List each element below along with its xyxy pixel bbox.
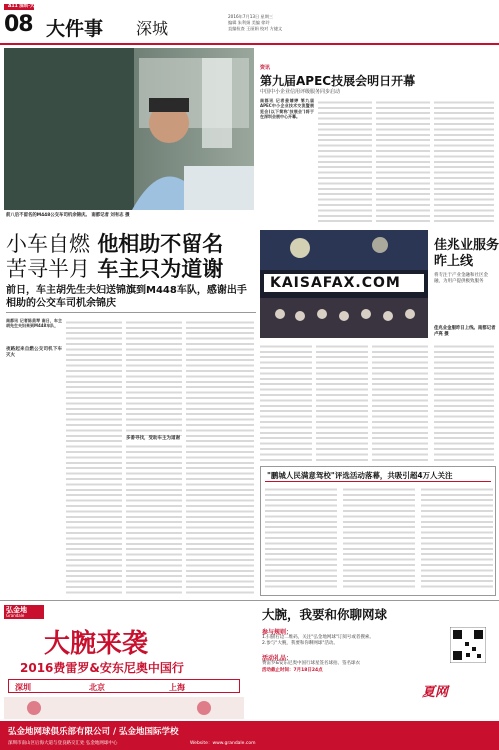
lead-section-head-1: 夜路起来自燃公交司机下车灭火 (6, 346, 62, 358)
section-title: 大件事 (46, 18, 104, 40)
ad-panel2-title: 活动礼品： (262, 655, 293, 662)
kaisa-title-1: 佳兆业服务 (434, 238, 499, 253)
kaisa-column-4 (434, 342, 494, 462)
ad-event: 2016费雷罗&安东尼奥中国行 (20, 661, 184, 675)
ad-slogan: 大腕，我要和你聊网球 (262, 607, 388, 622)
headline-line-2 (6, 257, 223, 282)
ad-footer-brand: 弘金地网球俱乐部有限公司 / 弘金地国际学校 (8, 727, 179, 737)
kaisa-column-2 (316, 342, 368, 462)
tour-city-3: 上海 (169, 683, 185, 692)
lead-column-3 (126, 318, 182, 596)
lead-byline: 南都讯 记者陈美琴 南日，车主胡先生夫妇来到M448车队， (6, 318, 62, 329)
apec-column-1 (260, 98, 314, 224)
nav-label: A11 深圳·大件事 (8, 4, 44, 9)
mini-column-3 (421, 485, 493, 591)
headline-1a: 小车自燃 (6, 232, 90, 256)
mini-story-rule (265, 481, 491, 482)
kaisa-column-3 (372, 342, 428, 462)
apec-column-4 (434, 98, 494, 224)
ad-brand: 弘金地 (6, 606, 27, 614)
apec-byline: 南都讯 记者姜婧婷 第九届APEC中小企业技术交流暨展览会(以下简称'技展会')将于在深圳会展中心开幕。 (260, 98, 314, 120)
lead-column-4 (186, 318, 254, 596)
apec-column-2 (318, 98, 372, 224)
lead-photo (4, 48, 254, 210)
ad-footer-web[interactable]: Website：www.grandale.com (190, 741, 256, 746)
ad-tour-strip (8, 679, 240, 693)
lead-subhead: 前日，车主胡先生夫妇送锦旗到M448车队，感谢出手相助的公交车司机余锦庆 (6, 285, 247, 309)
headline-2a: 苦寻半月 (6, 257, 90, 281)
apec-deck: 中国中小企业信用评级服务同步启动 (260, 89, 341, 95)
kaisa-photo (260, 230, 428, 338)
mini-story-title: "鹏城人民满意驾校"评选活动落幕，共吸引超4万人关注 (267, 471, 453, 480)
ad-footer (0, 721, 499, 750)
tennis-player-icon (4, 697, 244, 719)
ad-footer-logo: 夏网 (422, 685, 449, 700)
headline-1b: 他相助不留名 (97, 232, 224, 256)
tour-city-1: 深圳 (15, 683, 31, 692)
ad-left-panel (0, 601, 248, 721)
ad-footer-address: 深圳市南山区后海大道与登良路交汇处 弘金地网球中心 (8, 741, 118, 746)
bus-driver-photo-icon (4, 48, 254, 210)
kaisa-sign: KAISAFAX.COM (270, 275, 401, 291)
ad-big-title: 大腕来袭 (44, 629, 149, 659)
kaisa-title (434, 238, 499, 270)
issue-date: 2016年7月13日 星期三 (228, 14, 274, 19)
lead-photo-caption: 前八后不留名的M448公交车司机余锦庆。 南都记者 刘有志 摄 (6, 213, 130, 218)
masthead (0, 0, 499, 44)
mini-story-box (260, 466, 496, 596)
kaisa-column-1 (260, 342, 312, 462)
qr-code-icon[interactable] (450, 627, 486, 663)
lead-divider (6, 312, 256, 313)
mini-column-2 (343, 485, 415, 591)
advert (0, 600, 499, 750)
ad-right-panel (250, 601, 499, 721)
headline-2b: 车主只为道谢 (97, 257, 224, 281)
lead-column-1 (6, 318, 62, 596)
issue-meta (228, 14, 282, 32)
headline-line-1 (6, 232, 223, 257)
apec-title: 第九届APEC技展会明日开幕 (260, 74, 416, 88)
ad-prize: 费雷罗&安东尼奥中国行球星签名球拍、签名球衣 (262, 661, 361, 666)
ad-rule-1: 1.扫描右边二维码，关注"弘金地网球"订阅号或者搜索。 (262, 635, 374, 640)
apec-column-3 (376, 98, 430, 224)
ad-brand-en: Grandale (6, 613, 25, 618)
page-number: 08 (4, 12, 33, 37)
lead-column-2 (66, 318, 122, 596)
masthead-rule (0, 43, 499, 45)
ad-panel1-title: 参与规则： (262, 629, 293, 636)
ad-panel2-items (262, 661, 492, 674)
lead-headline (6, 232, 223, 282)
kaisa-deck: 将专注于产业金融和社区金融，为用户提供极致服务 (434, 273, 488, 284)
proofers-line: 直编检查 王丽娟 校对 方捷文 (228, 26, 283, 31)
ad-deadline: 活动截止时间：7月18日24点 (262, 667, 323, 673)
mini-column-1 (265, 485, 337, 591)
kaisa-title-2: 昨上线 (434, 254, 474, 269)
lead-section-head-2: 多番寻找，受助车主为道谢 (126, 436, 180, 441)
apec-kicker: 资讯 (260, 65, 271, 71)
editors-line: 编辑 朱利娟 美编 徐玲 (228, 20, 270, 25)
ad-rule-2: 2.参与"大腕，我要和你聊网球"活动。 (262, 641, 338, 646)
ad-panel1-items (262, 635, 442, 647)
kaisa-photo-caption: 佳兆业金服昨日上线。南都记者 卢亮 摄 (434, 326, 496, 337)
section-city: 深城 (136, 19, 169, 38)
tour-city-2: 北京 (89, 683, 105, 692)
